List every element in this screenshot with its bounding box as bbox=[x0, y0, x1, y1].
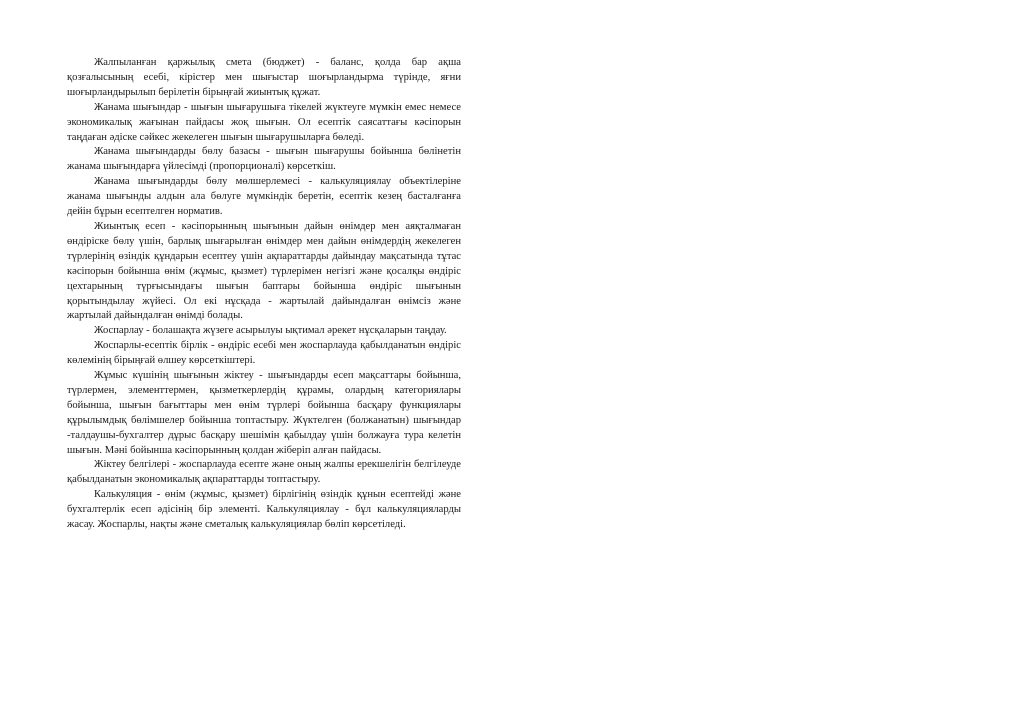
paragraph-indirect-costs: Жанама шығындар - шығын шығарушыға тікелей жүктеуге мүмкін емес немесе экономикалық жағынан пайдасы жоқ шығын. Ол есептік саясаттағы кәсіпорын таңдаған әдіске сәйкес жекелеген шығын шығарушыларға бөледі. bbox=[67, 101, 461, 143]
paragraph-consolidated-budget: Жалпыланған қаржылық смета (бюджет) - баланс, қолда бар ақша қозғалысының есебі, кірістер мен шығыстар шоғырландырма түрінде, яғни шоғырландырылып берілетін бірыңғай жиынтық құжат. bbox=[67, 57, 461, 98]
paragraph-planning: Жоспарлау - болашақта жүзеге асырылуы ықтимал әрекет нұсқаларын таңдау. bbox=[94, 325, 447, 337]
paragraph-classification-features: Жіктеу белгілері - жоспарлауда есепте және оның жалпы ерекшелігін белгілеуде қабылданатын экономикалық ақпараттарды топтастыру. bbox=[67, 459, 461, 486]
paragraph-allocation-rate: Жанама шығындарды бөлу мөлшерлемесі - калькуляциялау объектілеріне жанама шығынды алдын ала бөлуге мүмкіндік беретін, есептік кезең басталғанға дейін бұрын есептелген норматив. bbox=[67, 176, 461, 218]
paragraph-costing: Калькуляция - өнім (жұмыс, қызмет) бірлігінің өзіндік құнын есептейді және бухгалтерлік есеп әдісінің бір элементі. Калькуляциялау - бұл калькуляцияларды жасау. Жоспарлы, нақты және сметалық калькуляциялар бөліп көрсетіледі. bbox=[67, 489, 461, 531]
paragraph-summary-accounting: Жиынтық есеп - кәсіпорынның шығынын дайын өнімдер мен аяқталмаған өндіріске бөлу үшін, барлық шығарылған өнімдер мен дайын өнімдердің жекелеген түрлерінің өзіндік құндарын есептеу үшін ақпараттарды дайындау мақсатында тұтас кәсіпорын бойынша өнім (жұмыс, қызмет) түрлерімен негізгі және қосалқы өндіріс цехтарының түрғысындағы шығын баптары бойынша өндіріс шығынын қорытындылау жүйесі. Ол екі нұсқада - жартылай дайындалған өнімсіз және жартылай дайындалған өнімді болады. bbox=[67, 220, 461, 322]
document-page bbox=[67, 56, 461, 533]
paragraph-planning-unit: Жоспарлы-есептік бірлік - өндіріс есебі мен жоспарлауда қабылданатын өндіріс көлемінің бірыңғай өлшеу көрсеткіштері. bbox=[67, 340, 461, 367]
paragraph-labor-cost-classification: Жұмыс күшінің шығынын жіктеу - шығындарды есеп мақсаттары бойынша, түрлермен, элементтермен, қызметкерлердің құрамы, олардың категориялары бойынша, шығын бағыттары мен өнім түрлері бойынша басқару функциялары құрылымдық бөлімшелер бойынша топтастыру. Жүктелген (болжанатын) шығындар -талдаушы-бухгалтер дұрыс басқару шешімін қабылдау үшін болжауға тура келетін шығын. Мәні бойынша кәсіпорынның қолдан жіберіп алған пайдасы. bbox=[67, 370, 461, 456]
paragraph-allocation-base: Жанама шығындарды бөлу базасы - шығын шығарушы бойынша бөлінетін жанама шығындарға үйлесімді (пропорционалі) көрсеткіш. bbox=[67, 146, 461, 173]
